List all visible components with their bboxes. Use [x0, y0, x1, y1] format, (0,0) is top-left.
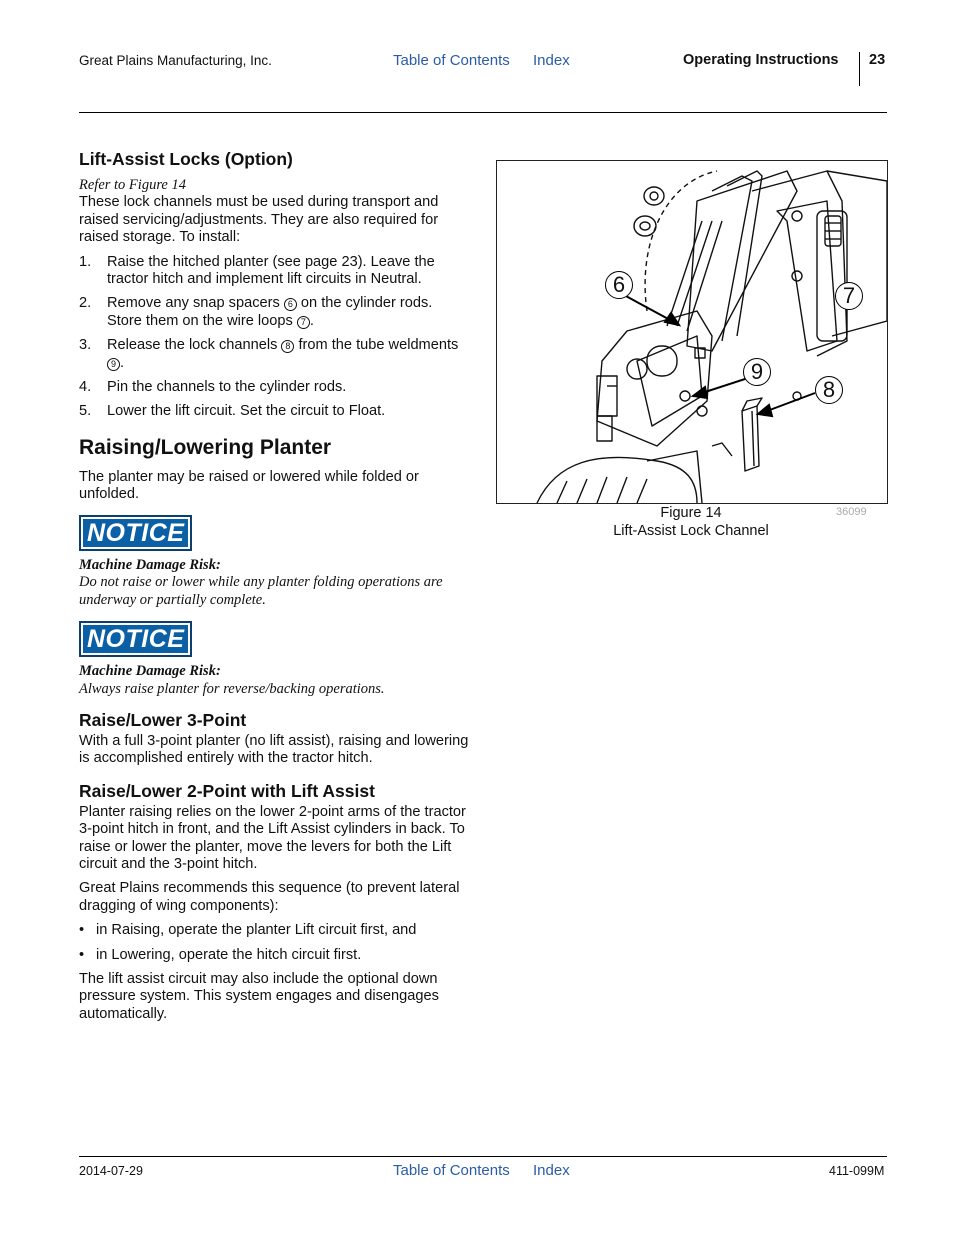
notice-block-2 [79, 621, 471, 698]
callout-ref-7: 7 [297, 316, 310, 329]
left-column [79, 149, 471, 1023]
step-text: Pin the channels to the cylinder rods. [107, 379, 347, 396]
notice-badge: NOTICE [79, 621, 192, 657]
callout-9: 9 [743, 358, 771, 386]
list-item: • in Raising, operate the planter Lift circuit first, and [79, 922, 471, 939]
step-text: from the tube weldments [298, 337, 459, 354]
step-4 [79, 379, 471, 396]
header-section: Operating Instructions [683, 52, 839, 68]
footer-doc-number: 411-099M [829, 1164, 885, 1178]
notice-block-1 [79, 515, 471, 609]
lift-assist-heading: Lift-Assist Locks (Option) [79, 149, 293, 169]
callout-ref-6: 6 [284, 298, 297, 311]
figure-14-image [496, 160, 888, 504]
header-divider [859, 52, 860, 86]
header-toc-link[interactable]: Table of Contents [393, 52, 510, 69]
step-number: 4. [79, 379, 92, 396]
callout-7: 7 [835, 282, 863, 310]
footer-index-link[interactable]: Index [533, 1162, 570, 1179]
callout-ref-8: 8 [281, 340, 294, 353]
refer-figure: Refer to Figure 14 [79, 177, 186, 193]
step-2 [79, 295, 471, 330]
header-company: Great Plains Manufacturing, Inc. [79, 53, 272, 68]
step-text: Remove any snap spacers [107, 295, 280, 312]
header-rule [79, 112, 887, 113]
raising-intro: The planter may be raised or lowered while folded or unfolded. [79, 468, 419, 503]
step-number: 2. [79, 295, 92, 312]
footer-date: 2014-07-29 [79, 1164, 143, 1178]
figure-number: Figure 14 [660, 505, 722, 521]
notice-title: Machine Damage Risk: [79, 663, 221, 680]
figure-id: 36099 [836, 506, 867, 518]
install-steps [79, 254, 471, 421]
step-number: 1. [79, 253, 92, 270]
three-point-heading: Raise/Lower 3-Point [79, 710, 247, 730]
callout-6: 6 [605, 271, 633, 299]
list-item: • in Lowering, operate the hitch circuit first. [79, 947, 471, 964]
step-text: Release the lock channels [107, 337, 278, 354]
two-point-p1: Planter raising relies on the lower 2-point arms of the tractor 3-point hitch in front, and the Lift Assist cylinders in back. To raise or lower the planter, move the levers for both the Lift circuit and the 3-point hitch. [79, 803, 466, 873]
step-3 [79, 337, 471, 372]
three-point-text: With a full 3-point planter (no lift assist), raising and lowering is accomplished entirely with the tractor hitch. [79, 733, 469, 767]
step-number: 3. [79, 337, 92, 354]
notice-title: Machine Damage Risk: [79, 556, 221, 573]
notice-body: Do not raise or lower while any planter folding operations are underway or partially complete. [79, 574, 443, 608]
notice-badge: NOTICE [79, 515, 192, 551]
callout-ref-9: 9 [107, 358, 120, 371]
two-point-p2: Great Plains recommends this sequence (to prevent lateral dragging of wing components): [79, 880, 460, 914]
step-text: Lower the lift circuit. Set the circuit to Float. [107, 403, 386, 420]
lift-assist-intro: These lock channels must be used during transport and raised servicing/adjustments. They are also required for raised storage. To install: [79, 194, 439, 246]
step-1 [79, 254, 471, 289]
step-text: . [309, 312, 314, 329]
step-text: . [120, 354, 125, 371]
two-point-heading: Raise/Lower 2-Point with Lift Assist [79, 780, 375, 801]
step-text: Raise the hitched planter (see page 23). Leave the tractor hitch and implement lift circuits in Neutral. [107, 253, 435, 288]
step-text: on the cylinder rods. Store them on the wire loops [107, 295, 433, 329]
notice-body: Always raise planter for reverse/backing operations. [79, 680, 385, 697]
raising-heading: Raising/Lowering Planter [79, 435, 332, 459]
header-index-link[interactable]: Index [533, 52, 570, 69]
step-5 [79, 403, 471, 420]
footer-toc-link[interactable]: Table of Contents [393, 1162, 510, 1179]
sequence-list [79, 922, 471, 964]
page-number: 23 [869, 52, 886, 68]
callout-8: 8 [815, 376, 843, 404]
figure-caption: Lift-Assist Lock Channel [613, 523, 769, 539]
footer-rule [79, 1156, 887, 1157]
step-number: 5. [79, 403, 92, 420]
two-point-p3: The lift assist circuit may also include the optional down pressure system. This system engages and disengages automatically. [79, 971, 439, 1022]
lift-assist-illustration [497, 161, 887, 503]
